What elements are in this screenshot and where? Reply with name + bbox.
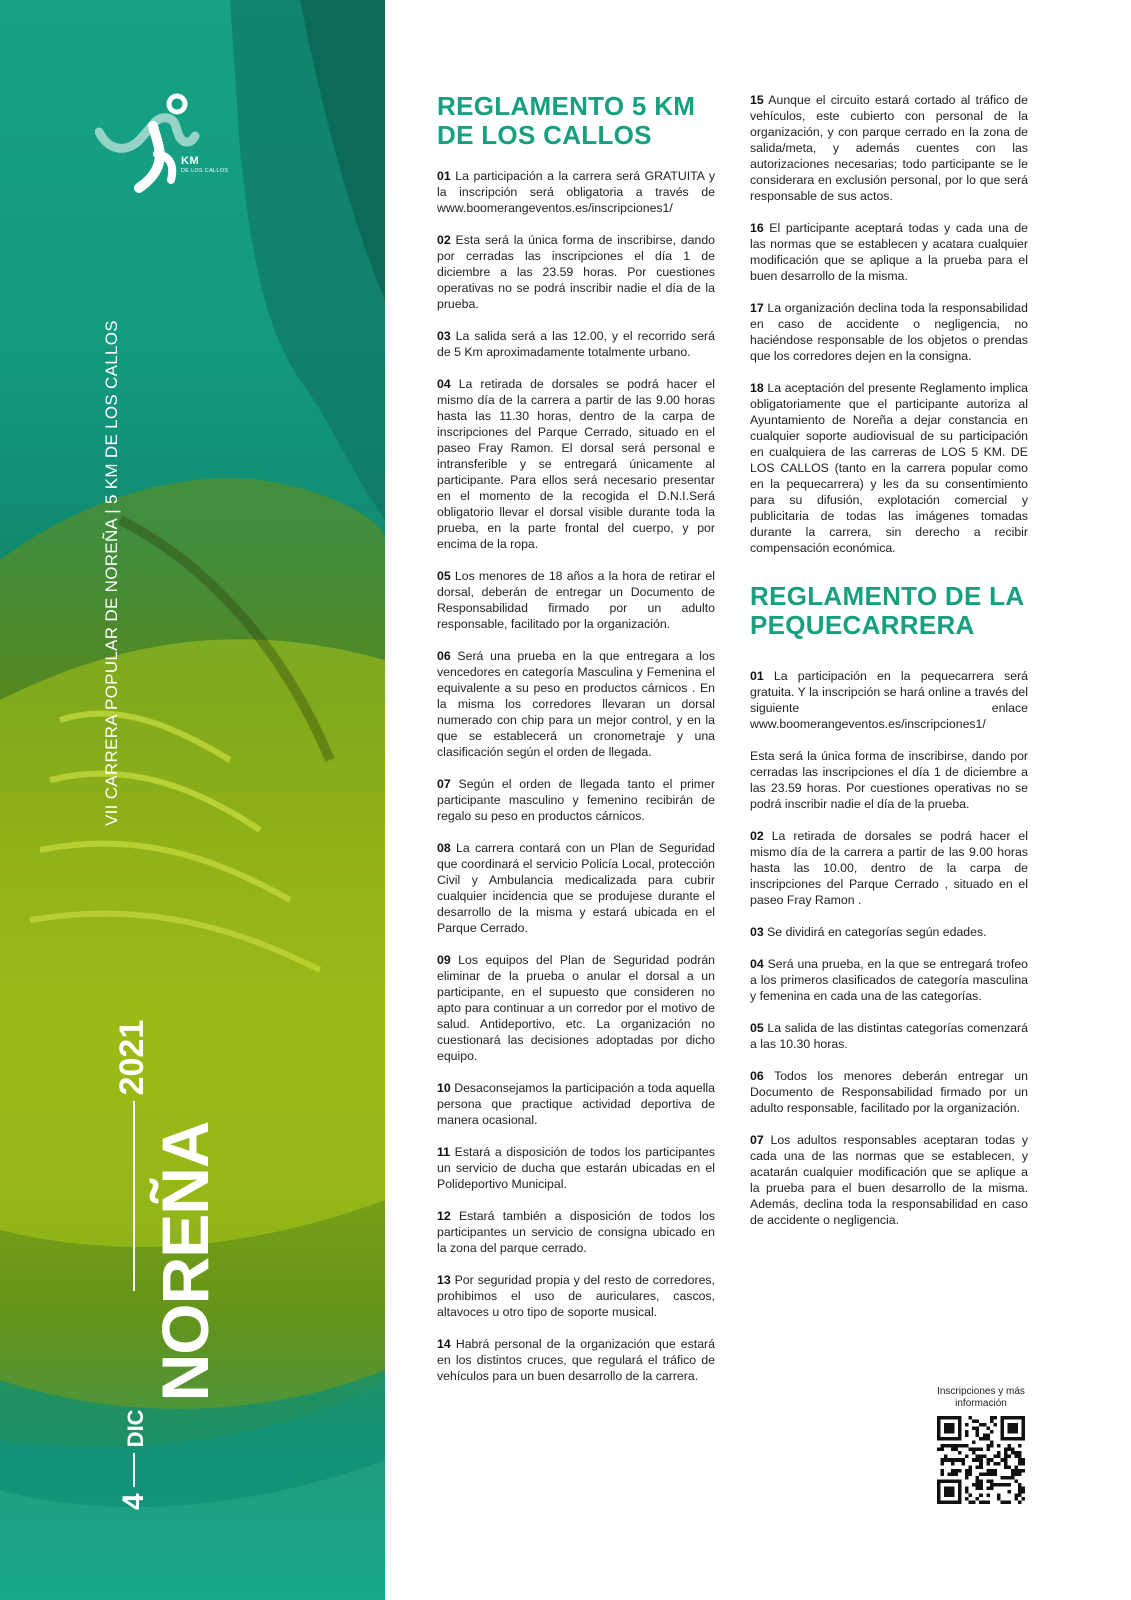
rule-number: 10 [437, 1081, 451, 1095]
rule-text: La retirada de dorsales se podrá hacer el mismo día de la carrera a partir de las 9.00 horas hasta las 11.30 horas, dentro de la carpa de inscripciones del Parque Cerrado, situado en el paseo Fray Ramon. El dorsal será personal e intransferible y se entregará únicamente al participante. Para ellos será necesario presentar en el momento de la recogida el D.N.I.Será obligatorio llevar el dorsal visible durante toda la prueba, en la parte frontal del cuerpo, y por encima de la ropa. [437, 377, 716, 551]
rule-item [437, 648, 715, 760]
rule-number: 07 [750, 1133, 764, 1147]
rule-item [437, 776, 715, 824]
rules-title: REGLAMENTO 5 KM DE LOS CALLOS [437, 91, 696, 150]
qr-block [935, 1386, 1027, 1504]
rule-item [437, 1080, 715, 1128]
rule-text: Los adultos responsables aceptaran todas y cada una de las normas que se establecen, y acatarán cualquier modificación que se aplique a la prueba para el buen desarrollo de la misma. Además, declina toda la responsabilidad en caso de accidente o negligencia. [750, 1133, 1028, 1227]
rule-text: Habrá personal de la organización que estará en los distintos cruces, que regulará el tráfico de vehículos para un buen desarrollo de la carrera. [437, 1337, 715, 1383]
rule-number: 06 [437, 649, 451, 663]
rule-number: 14 [437, 1337, 451, 1351]
rule-text: La participación a la carrera será GRATUITA y la inscripción será obligatoria a través de www.boomerangeventos.es/inscripciones1/ [437, 169, 715, 215]
logo-km-text: KM [181, 155, 200, 167]
rules-column-right [750, 92, 1028, 1244]
rule-item [437, 1208, 715, 1256]
rule-text: La retirada de dorsales se podrá hacer el mismo día de la carrera a partir de las 9.00 horas hasta las 10.00, dentro de la carpa de inscripciones del Parque Cerrado , situado en el paseo Fray Ramon . [750, 829, 1029, 907]
rule-number: 02 [750, 829, 764, 843]
rule-item [750, 220, 1028, 284]
rule-text: La salida será a las 12.00, y el recorrido será de 5 Km aproximadamente totalmente urbano. [437, 329, 715, 359]
rule-number: 02 [437, 233, 451, 247]
rule-text: Aunque el circuito estará cortado al tráfico de vehículos, este cubierto con personal de la organización, y con parque cerrado en la zona de salida/meta, y además cuentes con las autorizaciones necesarias; todo participante se le considerara en exclusión personal, por lo que será responsable de sus actos. [750, 93, 1028, 203]
rule-text: El participante aceptará todas y cada una de las normas que se establecen y acatara cualquier modificación que se aplique a la prueba para el buen desarrollo de la misma. [750, 221, 1028, 283]
town-name: NOREÑA [148, 1121, 222, 1402]
rule-number: 08 [437, 841, 451, 855]
rule-text: Todos los menores deberán entregar un Documento de Responsabilidad firmado por un adulto responsable, facilitado por la organización. [750, 1069, 1028, 1115]
rule-item [437, 568, 715, 632]
rules-list-continued [750, 92, 1028, 556]
rule-item [750, 924, 1028, 940]
rule-text: Será una prueba en la que entregara a los vencedores en categoría Masculina y Femenina el equivalente a su peso en productos cárnicos . En la misma los corredores llevaran un dorsal numerado con chip para un mejor control, y en la que se establecerá un cronometraje y una clasificación según el orden de llegada. [437, 649, 715, 759]
rule-number: 17 [750, 301, 764, 315]
qr-caption: Inscripciones y más información [937, 1386, 1025, 1409]
rule-item [437, 168, 715, 216]
rule-text: Estará a disposición de todos los participantes un servicio de ducha que estarán ubicadas en el Polideportivo Municipal. [437, 1145, 715, 1191]
rule-item [750, 1020, 1028, 1052]
rule-number: 12 [437, 1209, 451, 1223]
qr-code-icon[interactable] [937, 1416, 1025, 1504]
rule-text: Estará también a disposición de todos los participantes un servicio de consigna ubicado en la zona del parque cerrado. [437, 1209, 715, 1255]
rule-item [437, 232, 715, 312]
divider-line [133, 1453, 135, 1487]
kids-rules-title: REGLAMENTO DE LA PEQUECARRERA [750, 581, 1024, 640]
rule-number: 01 [437, 169, 451, 183]
rule-number: 07 [437, 777, 451, 791]
rule-item [750, 748, 1028, 812]
vertical-event-title: VII CARRERA POPULAR DE NOREÑA | 5 KM DE LOS CALLOS [102, 320, 121, 826]
rule-item [437, 1272, 715, 1320]
date-town-strip [93, 1019, 222, 1510]
rule-text: Por seguridad propia y del resto de corredores, prohibimos el uso de auriculares, cascos, altavoces u otro tipo de soporte musical. [437, 1273, 715, 1319]
rule-text: Los menores de 18 años a la hora de retirar el dorsal, deberán de entregar un Documento de Responsabilidad firmado por un adulto responsable, facilitado por la organización. [437, 569, 715, 631]
rule-text: Esta será la única forma de inscribirse, dando por cerradas las inscripciones el día 1 de diciembre a las 23.59 horas. Por cuestiones operativas no se podrá inscribir nadie el día de la prueba. [437, 233, 715, 311]
rule-item [750, 1068, 1028, 1116]
rule-item [750, 668, 1028, 732]
rule-number: 15 [750, 93, 764, 107]
rule-text: La organización declina toda la responsabilidad en caso de accidente o negligencia, no haciéndose responsable de los objetos o prendas que los corredores dejen en la consigna. [750, 301, 1028, 363]
rules-column-left [437, 92, 715, 1400]
rule-number: 01 [750, 669, 764, 683]
rule-text: Los equipos del Plan de Seguridad podrán eliminar de la prueba o anular el dorsal a un participante, en el supuesto que consideren no apto para continuar a un corredor por el motivo de salud. Antideportivo, etc. La organización no cuestionará las decisiones adoptadas por dicho equipo. [437, 953, 715, 1063]
rule-item [750, 380, 1028, 556]
rule-number: 05 [437, 569, 451, 583]
rules-list [437, 168, 715, 1384]
date-day: 4 [117, 1493, 151, 1510]
rule-item [437, 376, 715, 552]
rule-number: 03 [750, 925, 764, 939]
rule-item [437, 952, 715, 1064]
rule-item [437, 840, 715, 936]
date-month: DIC [123, 1409, 149, 1448]
side-banner [0, 0, 385, 1600]
rule-number: 05 [750, 1021, 764, 1035]
rule-text: La participación en la pequecarrera será gratuita. Y la inscripción se hará online a través del siguiente enlace www.boomerangeventos.es/inscripciones1/ [750, 669, 1028, 731]
rule-text: Será una prueba, en la que se entregará trofeo a los primeros clasificados de categoría masculina y femenina en cada una de las categorías. [750, 957, 1028, 1003]
rule-item [750, 956, 1028, 1004]
rule-item [750, 828, 1028, 908]
kids-rules-list [750, 668, 1028, 1228]
rule-item [750, 300, 1028, 364]
rule-number: 11 [437, 1145, 450, 1159]
divider-line [133, 1101, 135, 1291]
event-year: 2021 [113, 1019, 152, 1096]
logo-subtitle: DE LOS CALLOS [181, 168, 229, 174]
rule-text: La carrera contará con un Plan de Seguridad que coordinará el servicio Policía Local, protección Civil y Ambulancia medicalizada para cubrir cualquier incidencia que se produjese durante el desarrollo de la misma y estará ubicada en el Parque Cerrado. [437, 841, 715, 935]
rule-number: 03 [437, 329, 451, 343]
rule-text: La aceptación del presente Reglamento implica obligatoriamente que el participante autoriza al Ayuntamiento de Noreña a dejar constancia en cualquier soporte audiovisual de su participación en cualquiera de las carreras de LOS 5 KM. DE LOS CALLOS (tanto en la carrera popular como en la pequecarrera) y les da su consentimiento para su difusión, explotación comercial y publicitaria de todas las imágenes tomadas durante la carrera, sin derecho a recibir compensación económica. [750, 381, 1028, 555]
rule-text: Esta será la única forma de inscribirse, dando por cerradas las inscripciones el día 1 de diciembre a las 23.59 horas. Por cuestiones operativas no se podrá inscribir nadie el día de la prueba. [750, 749, 1028, 811]
rule-item [437, 328, 715, 360]
rule-text: La salida de las distintas categorías comenzará a las 10.30 horas. [750, 1021, 1028, 1051]
rule-text: Según el orden de llegada tanto el primer participante masculino y femenino recibirán de regalo su peso en productos cárnicos. [437, 777, 715, 823]
rule-number: 16 [750, 221, 764, 235]
rule-text: Se dividirá en categorías según edades. [767, 925, 987, 939]
rule-number: 13 [437, 1273, 451, 1287]
rule-number: 04 [750, 957, 764, 971]
rule-text: Desaconsejamos la participación a toda aquella persona que practique actividad deportiva de manera ocasional. [437, 1081, 715, 1127]
rule-item [750, 92, 1028, 204]
rule-number: 18 [750, 381, 764, 395]
rule-item [437, 1144, 715, 1192]
rule-number: 09 [437, 953, 451, 967]
rule-item [750, 1132, 1028, 1228]
runner-logo-icon [95, 92, 245, 202]
rule-item [437, 1336, 715, 1384]
rule-number: 06 [750, 1069, 764, 1083]
rule-number: 04 [437, 377, 451, 391]
